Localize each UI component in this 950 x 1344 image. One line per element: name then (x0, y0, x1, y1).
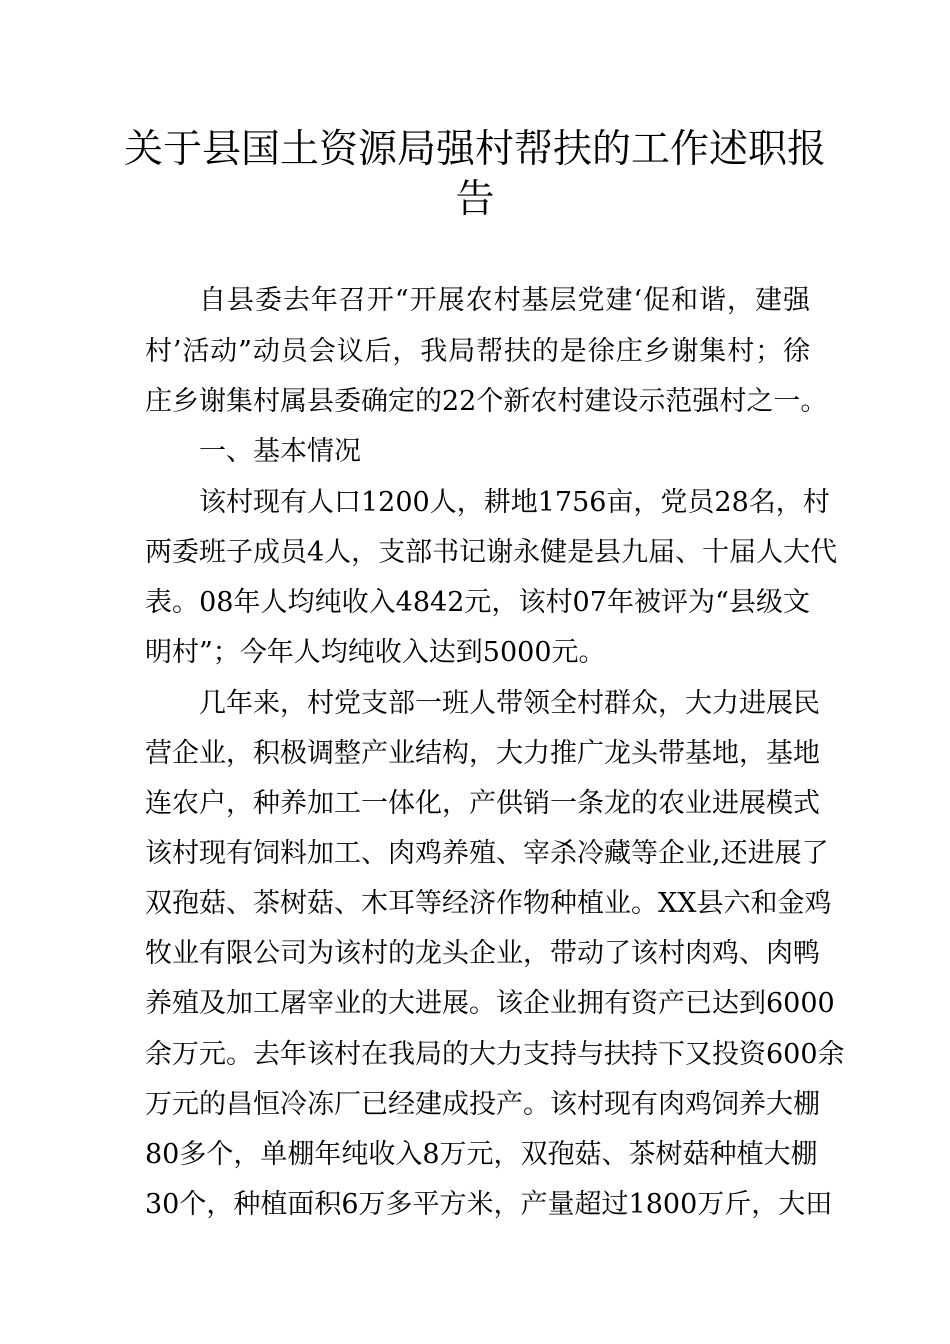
body-line-7: 表。08年人均纯收入4842元，该村07年被评为“县级文 (145, 587, 810, 618)
body-line-3: 庄乡谢集村属县委确定的22个新农村建设示范强村之一。 (145, 386, 828, 417)
body-line-6: 两委班子成员4人，支部书记谢永健是县九届、十届人大代 (145, 537, 838, 568)
body-line-9: 几年来，村党支部一班人带领全村群众，大力进展民 (199, 688, 820, 719)
body-line-12: 该村现有饲料加工、肉鸡养殖、宰杀冷藏等企业,还进展了 (145, 838, 829, 869)
body-line-17: 万元的昌恒冷冻厂已经建成投产。该村现有肉鸡饲养大棚 (145, 1089, 820, 1120)
body-line-18: 80多个，单棚年纯收入8万元，双孢菇、茶树菇种植大棚 (145, 1139, 818, 1170)
section-heading-basic-situation: 一、基本情况 (199, 436, 361, 467)
body-line-11: 连农户，种养加工一体化，产供销一条龙的农业进展模式 (145, 788, 820, 819)
body-line-10: 营企业，积极调整产业结构，大力推广龙头带基地，基地 (145, 738, 820, 769)
body-line-1: 自县委去年召开“开展农村基层党建‘促和谐，建强 (199, 285, 810, 316)
body-line-19: 30个，种植面积6万多平方米，产量超过1800万斤，大田 (145, 1189, 833, 1220)
body-line-16: 余万元。去年该村在我局的大力支持与扶持下又投资600余 (145, 1039, 845, 1070)
document-title-line-1: 关于县国土资源局强村帮扶的工作述职报 (123, 127, 826, 172)
body-line-8: 明村”；今年人均纯收入达到5000元。 (145, 637, 606, 668)
body-line-15: 养殖及加工屠宰业的大进展。该企业拥有资产已达到6000 (145, 988, 835, 1019)
body-line-2: 村’活动”动员会议后，我局帮扶的是徐庄乡谢集村；徐 (145, 336, 810, 367)
document-title-line-2: 告 (455, 177, 495, 222)
body-line-14: 牧业有限公司为该村的龙头企业，带动了该村肉鸡、肉鸭 (145, 938, 820, 969)
body-line-5: 该村现有人口1200人，耕地1756亩，党员28名，村 (199, 487, 830, 518)
body-line-13: 双孢菇、茶树菇、木耳等经济作物种植业。XX县六和金鸡 (145, 888, 832, 919)
